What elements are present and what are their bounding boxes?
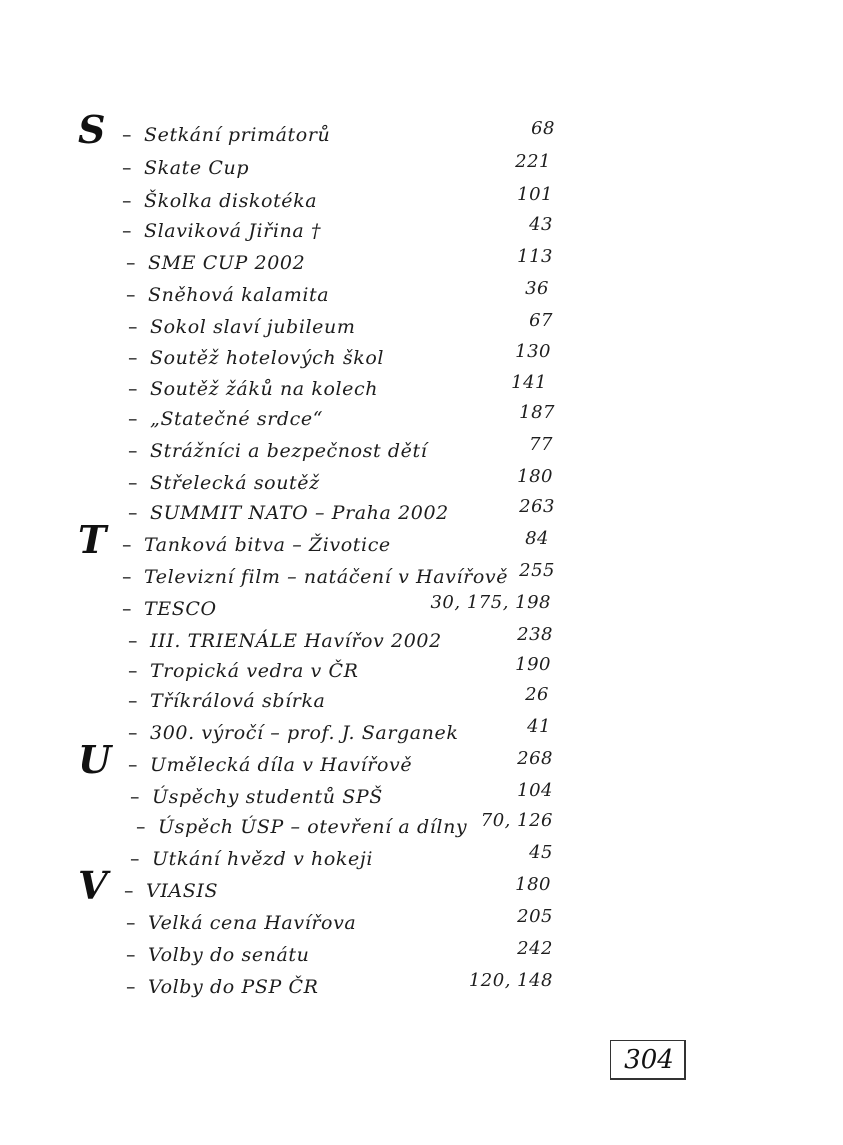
- entry-pages: 268: [517, 748, 553, 769]
- entry-dash: –: [126, 912, 136, 934]
- entry-title: Tanková bitva – Životice: [144, 534, 391, 556]
- entry-dash: –: [126, 976, 136, 998]
- index-entry: [0, 780, 843, 812]
- entry-dash: –: [128, 722, 138, 744]
- section-letter: T: [78, 517, 107, 562]
- entry-title: Utkání hvězd v hokeji: [152, 848, 374, 870]
- index-entry: [0, 970, 843, 1002]
- entry-title: Volby do PSP ČR: [148, 976, 319, 998]
- entry-title: „Statečné srdce“: [150, 408, 324, 430]
- entry-pages: 205: [517, 906, 553, 927]
- section-letter: U: [78, 737, 112, 782]
- index-entry: [0, 372, 843, 404]
- entry-title: Slaviková Jiřina †: [144, 220, 322, 242]
- index-entry: [0, 684, 843, 716]
- index-entry: [0, 517, 843, 562]
- entry-dash: –: [128, 660, 138, 682]
- entry-title: Televizní film – natáčení v Havířově: [144, 566, 509, 588]
- entry-title: Školka diskotéka: [144, 190, 318, 212]
- entry-pages: 238: [517, 624, 553, 645]
- entry-dash: –: [128, 502, 138, 524]
- index-entry: [0, 107, 843, 152]
- index-entry: [0, 310, 843, 342]
- entry-pages: 26: [525, 684, 549, 705]
- index-entry: [0, 214, 843, 246]
- entry-dash: –: [128, 408, 138, 430]
- entry-title: Velká cena Havířova: [148, 912, 357, 934]
- entry-dash: –: [124, 880, 134, 902]
- entry-dash: –: [122, 220, 132, 242]
- entry-pages: 36: [525, 278, 549, 299]
- entry-pages: 180: [515, 874, 551, 895]
- entry-dash: –: [128, 440, 138, 462]
- entry-pages: 190: [515, 654, 551, 675]
- index-entry: [0, 151, 843, 183]
- index-entry: [0, 184, 843, 216]
- entry-dash: –: [130, 786, 140, 808]
- index-entry: [0, 402, 843, 434]
- entry-title: Sněhová kalamita: [148, 284, 330, 306]
- entry-dash: –: [122, 534, 132, 556]
- index-entry: [0, 466, 843, 498]
- page-number: 304: [624, 1045, 674, 1075]
- entry-pages: 68: [531, 118, 555, 139]
- entry-dash: –: [128, 378, 138, 400]
- entry-dash: –: [126, 284, 136, 306]
- entry-title: Soutěž žáků na kolech: [150, 378, 379, 400]
- entry-title: Umělecká díla v Havířově: [150, 754, 413, 776]
- entry-dash: –: [122, 598, 132, 620]
- index-entry: [0, 716, 843, 748]
- entry-pages: 101: [517, 184, 553, 205]
- index-entry: [0, 938, 843, 970]
- entry-title: 300. výročí – prof. J. Sarganek: [150, 722, 459, 744]
- index-entry: [0, 863, 843, 908]
- entry-pages: 70, 126: [480, 810, 553, 831]
- entry-title: Skate Cup: [144, 157, 250, 179]
- entry-title: Tříkrálová sbírka: [150, 690, 326, 712]
- entry-title: Střelecká soutěž: [150, 472, 320, 494]
- entry-pages: 242: [517, 938, 553, 959]
- entry-pages: 180: [517, 466, 553, 487]
- index-entry: [0, 560, 843, 592]
- entry-title: III. TRIENÁLE Havířov 2002: [150, 630, 442, 652]
- index-entry: [0, 737, 843, 782]
- entry-title: Úspěchy studentů SPŠ: [152, 786, 383, 808]
- index-entry: [0, 654, 843, 686]
- entry-pages: 45: [529, 842, 553, 863]
- entry-dash: –: [122, 124, 132, 146]
- entry-dash: –: [128, 690, 138, 712]
- entry-dash: –: [126, 944, 136, 966]
- entry-dash: –: [128, 347, 138, 369]
- entry-title: Sokol slaví jubileum: [150, 316, 356, 338]
- entry-pages: 41: [527, 716, 551, 737]
- entry-dash: –: [128, 754, 138, 776]
- entry-dash: –: [126, 252, 136, 274]
- entry-title: VIASIS: [146, 880, 219, 902]
- entry-pages: 130: [515, 341, 551, 362]
- page-number-box: [610, 1040, 686, 1080]
- entry-pages: 187: [519, 402, 555, 423]
- entry-pages: 141: [511, 372, 547, 393]
- index-entry: [0, 906, 843, 938]
- entry-title: Úspěch ÚSP – otevření a dílny: [158, 816, 468, 838]
- entry-dash: –: [128, 316, 138, 338]
- index-entry: [0, 842, 843, 874]
- entry-pages: 43: [529, 214, 553, 235]
- entry-dash: –: [136, 816, 146, 838]
- entry-dash: –: [122, 157, 132, 179]
- index-entry: [0, 810, 843, 842]
- entry-dash: –: [130, 848, 140, 870]
- entry-pages: 113: [517, 246, 553, 267]
- index-entry: [0, 278, 843, 310]
- entry-title: SME CUP 2002: [148, 252, 306, 274]
- entry-dash: –: [128, 630, 138, 652]
- index-entry: [0, 246, 843, 278]
- entry-pages: 120, 148: [468, 970, 553, 991]
- entry-dash: –: [122, 566, 132, 588]
- section-letter: S: [78, 107, 106, 152]
- entry-pages: 84: [525, 528, 549, 549]
- entry-pages: 221: [515, 151, 551, 172]
- entry-pages: 77: [529, 434, 553, 455]
- index-entry: [0, 434, 843, 466]
- index-entry: [0, 592, 843, 624]
- entry-dash: –: [128, 472, 138, 494]
- index-entry: [0, 496, 843, 528]
- section-letter: V: [78, 863, 108, 908]
- entry-pages: 104: [517, 780, 553, 801]
- entry-dash: –: [122, 190, 132, 212]
- entry-title: Soutěž hotelových škol: [150, 347, 385, 369]
- entry-title: TESCO: [144, 598, 217, 620]
- entry-title: Volby do senátu: [148, 944, 310, 966]
- entry-pages: 263: [519, 496, 555, 517]
- index-entry: [0, 341, 843, 373]
- entry-pages: 67: [529, 310, 553, 331]
- entry-title: SUMMIT NATO – Praha 2002: [150, 502, 449, 524]
- entry-pages: 255: [519, 560, 555, 581]
- entry-title: Tropická vedra v ČR: [150, 660, 359, 682]
- entry-title: Setkání primátorů: [144, 124, 331, 146]
- entry-title: Strážníci a bezpečnost dětí: [150, 440, 428, 462]
- index-entry: [0, 624, 843, 656]
- entry-pages: 30, 175, 198: [430, 592, 551, 613]
